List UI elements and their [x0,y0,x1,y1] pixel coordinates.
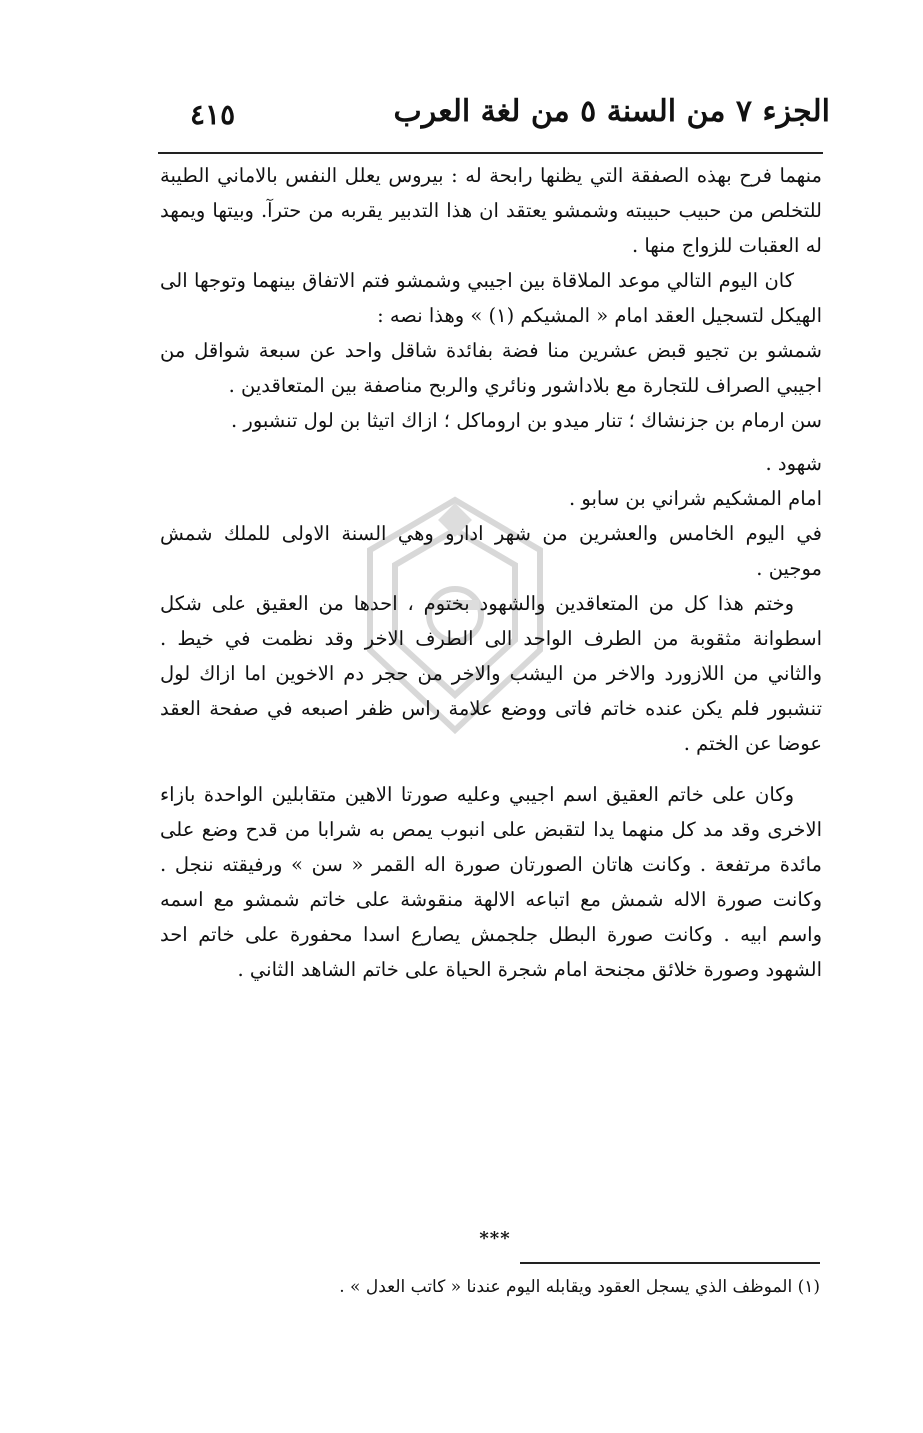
footnote-rule [520,1262,820,1264]
body-paragraph: كان اليوم التالي موعد الملاقاة بين اجيبي وشمشو فتم الاتفاق بينهما وتوجها الى الهيكل لتسجيل العقد امام « المشيكم (١) » وهذا نصه : [160,269,822,327]
running-title: الجزء ٧ من السنة ٥ من لغة العرب [393,94,830,129]
witnesses-heading: شهود . [765,452,822,475]
contract-text: شمشو بن تجيو قبض عشرين منا فضة بفائدة شاقل واحد عن سبعة شواقل من اجيبي الصراف للتجارة مع بلاداشور ونائري والربح مناصفة بين المتعاقدين . [160,339,822,397]
page-header [160,88,860,148]
contract-date: في اليوم الخامس والعشرين من شهر ادارو وهي السنة الاولى للملك شمش موجين . [160,522,822,580]
section-separator: *** [479,1228,511,1249]
body-paragraph: منهما فرح بهذه الصفقة التي يظنها رابحة له : بيروس يعلل النفس بالاماني الطيبة للتخلص من حبيب حبيبته وشمشو يعتقد ان هذا التدبير يقربه من حترآ. وبيتها ويمهد له العقبات للزواج منها . [160,164,822,257]
witness-line: امام المشكيم شراني بن سابو . [569,487,822,510]
body-paragraph: وختم هذا كل من المتعاقدين والشهود بختوم ، احدها من العقيق على شكل اسطوانة مثقوبة من الطرف الواحد الى الطرف الاخر وقد نظمت في خيط . والثاني من اللازورد والاخر من اليشب والاخر من حجر دم الاخوين اما ازاك لول تنشبور فلم يكن عنده خاتم فاتى ووضع علامة راس ظفر اصبعه في صفحة العقد عوضا عن الختم . [160,592,822,755]
header-rule [158,152,823,154]
body-paragraph: وكان على خاتم العقيق اسم اجيبي وعليه صورتا الاهين متقابلين الواحدة بازاء الاخرى وقد مد كل منهما يدا لتقبض على انبوب يمص به شرابا من قدح وضع على مائدة مرتفعة . وكانت هاتان الصورتان صورة اله القمر « سن » ورفيقته ننجل . وكانت صورة الاله شمش مع اتباعه الالهة منقوشة على خاتم شمشو مع اسمه واسم ابيه . وكانت صورة البطل جلجمش يصارع اسدا محفورة على خاتم احد الشهود وصورة خلائق مجنحة امام شجرة الحياة على خاتم الشاهد الثاني . [160,783,822,981]
article-body [160,158,822,987]
page-number: ٤١٥ [190,98,236,131]
contract-parties: سن ارمام بن جزنشاك ؛ تنار ميدو بن اروماكل ؛ ازاك اتيثا بن لول تنشبور . [231,409,822,432]
footnote: (١) الموظف الذي يسجل العقود ويقابله اليوم عندنا « كاتب العدل » . [339,1277,820,1297]
